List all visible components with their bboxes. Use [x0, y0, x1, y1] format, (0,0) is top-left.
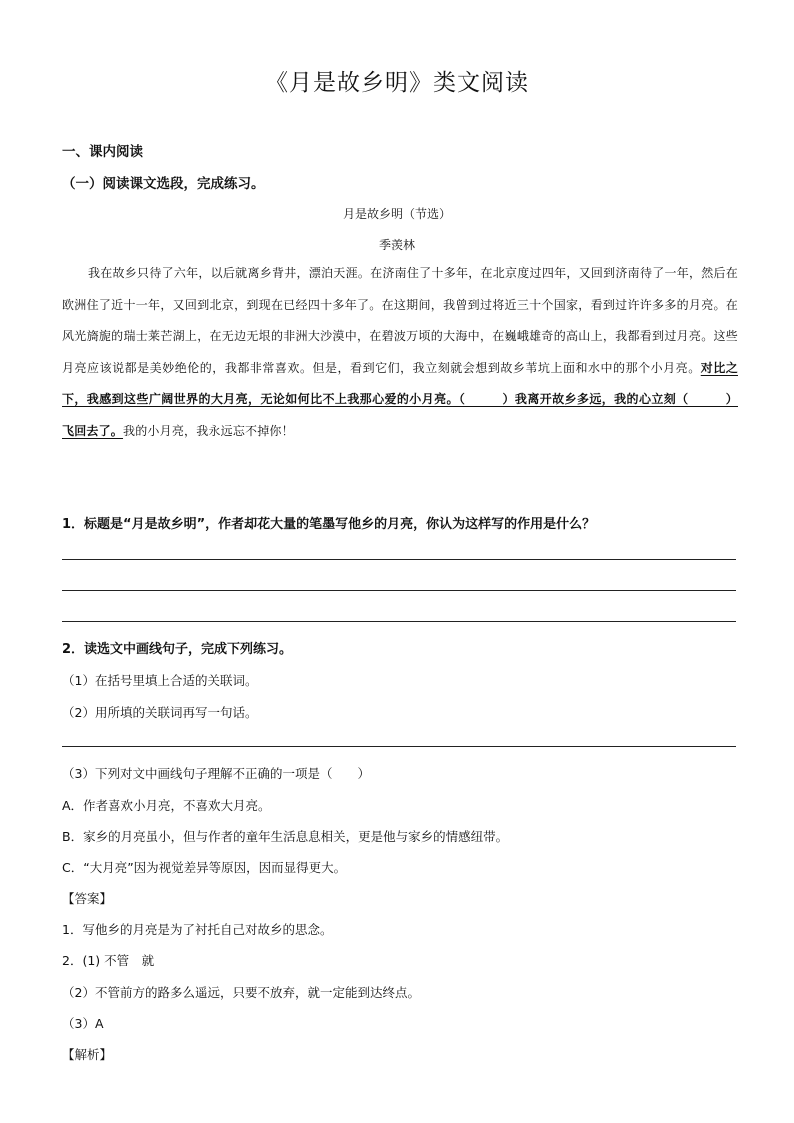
question-2-1: （1）在括号里填上合适的关联词。 [62, 673, 258, 688]
answer-2-3: （3）A [62, 1016, 104, 1031]
answer-1: 1．写他乡的月亮是为了衬托自己对故乡的思念。 [62, 922, 333, 937]
answer-2-2: （2）不管前方的路多么遥远，只要不放弃，就一定能到达终点。 [62, 985, 420, 1000]
answer-label: 【答案】 [62, 891, 113, 906]
analysis-label: 【解析】 [62, 1047, 113, 1062]
answer-line-2 [62, 590, 736, 591]
answer-2-1: 2．(1) 不管 就 [62, 953, 155, 968]
section-heading: 一、课内阅读 [62, 144, 143, 160]
question-2-2: （2）用所填的关联词再写一句话。 [62, 705, 258, 720]
option-c: C．“大月亮”因为视觉差异等原因，因而显得更大。 [62, 860, 347, 875]
passage-ending: 我的小月亮，我永远忘不掉你！ [123, 423, 294, 438]
option-a: A．作者喜欢小月亮，不喜欢大月亮。 [62, 798, 271, 813]
question-2: 2．读选文中画线句子，完成下列练习。 [62, 642, 293, 657]
passage-body: 我在故乡只待了六年，以后就离乡背井，漂泊天涯。在济南住了十多年，在北京度过四年，又回到济南待了一年，然后在欧洲住了近十一年，又回到北京，到现在已经四十多年了。在这期间，我曾到过将近三十个国家，看到过许许多多的月亮。在风光旖旎的瑞士莱芒湖上，在无边无垠的非洲大沙漠中，在碧波万顷的大海中，在巍峨雄奇的高山上，我都看到过月亮。这些月亮应该说都是美妙绝伦的，我都非常喜欢。但是，看到它们，我立刻就会想到故乡苇坑上面和水中的那个小月亮。 [62, 266, 738, 375]
underlined-sentence: 对比之下，我感到这些广阔世界的大月亮，无论如何比不上我那心爱的小月亮。（ ）我离开故乡多远，我的心立刻（ ）飞回去了。 [62, 360, 738, 438]
answer-line-1 [62, 559, 736, 560]
passage-author: 季羡林 [378, 238, 415, 252]
question-2-3: （3）下列对文中画线句子理解不正确的一项是（ ） [62, 766, 370, 781]
option-b: B．家乡的月亮虽小，但与作者的童年生活息息相关，更是他与家乡的情感纽带。 [62, 829, 509, 844]
subsection-heading: （一）阅读课文选段，完成练习。 [62, 176, 265, 192]
answer-line-3 [62, 621, 736, 622]
question-1: 1．标题是“月是故乡明”，作者却花大量的笔墨写他乡的月亮，你认为这样写的作用是什么？ [62, 517, 596, 532]
passage-title: 月是故乡明（节选） [342, 207, 451, 221]
passage-text [62, 258, 738, 447]
answer-line-4 [62, 746, 736, 747]
page-title: 《月是故乡明》类文阅读 [265, 70, 529, 96]
